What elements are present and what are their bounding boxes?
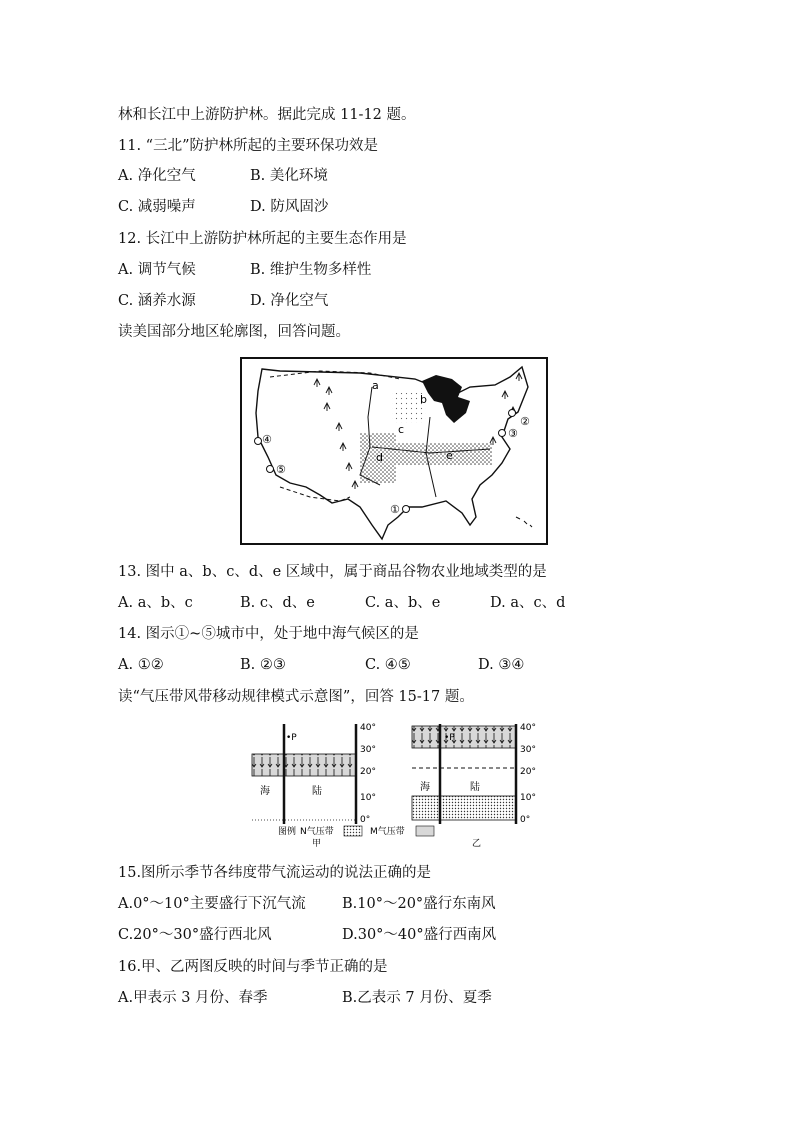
city-marker-1: [403, 506, 410, 513]
city-marker-3: [499, 430, 506, 437]
usa-map-figure: [240, 357, 548, 545]
legend-label: 图例: [278, 827, 297, 837]
city-label-1: ①: [390, 503, 400, 516]
caption-yi: 乙: [472, 839, 482, 848]
usa-map: [240, 357, 548, 545]
question-13-option-d[interactable]: D. a、c、d: [490, 595, 566, 611]
yi-sea-label: 海: [420, 782, 430, 793]
question-14-option-c[interactable]: C. ④⑤: [365, 657, 411, 673]
question-13-option-a[interactable]: A. a、b、c: [118, 595, 193, 611]
panel-yi: [412, 723, 536, 825]
question-12-option-c[interactable]: C. 涵养水源: [118, 293, 196, 309]
question-14-option-b[interactable]: B. ②③: [240, 657, 286, 673]
caption-jia: 甲: [312, 839, 322, 848]
city-marker-4: [255, 438, 262, 445]
jia-lat-40: 40°: [360, 723, 376, 733]
city-marker-2: [509, 410, 516, 417]
jia-land-label: 陆: [312, 786, 322, 797]
question-12-stem: 12. 长江中上游防护林所起的主要生态作用是: [118, 231, 407, 247]
question-11-option-a[interactable]: A. 净化空气: [118, 168, 196, 184]
question-13-option-b[interactable]: B. c、d、e: [240, 595, 315, 611]
intro-tail: 林和长江中上游防护林。据此完成 11-12 题。: [118, 107, 416, 123]
question-14-stem: 14. 图示①~⑤城市中，处于地中海气候区的是: [118, 626, 419, 642]
jia-sea-label: 海: [260, 786, 270, 797]
legend-m-swatch: [416, 826, 434, 836]
question-14-option-a[interactable]: A. ①②: [118, 657, 164, 673]
yi-lat-40: 40°: [520, 723, 536, 733]
city-label-4: ④: [262, 433, 272, 446]
yi-lat-30: 30°: [520, 745, 536, 755]
question-12-option-b[interactable]: B. 维护生物多样性: [250, 262, 372, 278]
belt-intro: 读“气压带风带移动规律模式示意图”，回答 15-17 题。: [118, 689, 474, 705]
question-15-option-c[interactable]: C.20°～30°盛行西北风: [118, 927, 272, 943]
belt-legend: [278, 825, 481, 848]
map-intro: 读美国部分地区轮廓图，回答问题。: [118, 324, 350, 340]
region-e-dots: [396, 443, 492, 465]
yi-land-label: 陆: [470, 782, 480, 793]
jia-lat-10: 10°: [360, 793, 376, 803]
region-label-b: b: [420, 393, 427, 406]
question-15-option-a[interactable]: A.0°～10°主要盛行下沉气流: [118, 896, 306, 912]
question-16-stem: 16.甲、乙两图反映的时间与季节正确的是: [118, 959, 388, 975]
yi-lat-0: 0°: [520, 815, 531, 825]
question-15-option-d[interactable]: D.30°～40°盛行西南风: [342, 927, 497, 943]
question-15-option-b[interactable]: B.10°～20°盛行东南风: [342, 896, 496, 912]
pressure-belt-figure: [250, 720, 550, 848]
question-11-stem: 11. “三北”防护林所起的主要环保功效是: [118, 138, 378, 154]
question-16-option-b[interactable]: B.乙表示 7 月份、夏季: [342, 990, 492, 1006]
city-label-2: ②: [520, 415, 530, 428]
yi-lat-10: 10°: [520, 793, 536, 803]
city-label-3: ③: [508, 427, 518, 440]
yi-point-p: •P: [444, 733, 455, 743]
panel-jia: [252, 723, 376, 825]
legend-n-swatch: [344, 826, 362, 836]
region-label-a: a: [372, 379, 379, 392]
jia-lat-30: 30°: [360, 745, 376, 755]
region-label-c: c: [398, 423, 405, 436]
yi-m-belt: [412, 726, 516, 748]
question-15-stem: 15.图所示季节各纬度带气流运动的说法正确的是: [118, 865, 432, 881]
question-16-option-a[interactable]: A.甲表示 3 月份、春季: [118, 990, 268, 1006]
question-11-option-d[interactable]: D. 防风固沙: [250, 199, 329, 215]
question-11-option-c[interactable]: C. 减弱噪声: [118, 199, 196, 215]
pressure-belt-diagram: [250, 720, 550, 848]
yi-n-belt: [412, 796, 516, 820]
region-label-e: e: [446, 449, 453, 462]
question-11-option-b[interactable]: B. 美化环境: [250, 168, 328, 184]
question-13-stem: 13. 图中 a、b、c、d、e 区域中，属于商品谷物农业地域类型的是: [118, 564, 547, 580]
question-14-option-d[interactable]: D. ③④: [478, 657, 525, 673]
jia-m-belt: [252, 754, 356, 776]
jia-lat-20: 20°: [360, 767, 376, 777]
question-12-option-a[interactable]: A. 调节气候: [118, 262, 196, 278]
city-label-5: ⑤: [276, 463, 286, 476]
jia-point-p: •P: [286, 733, 297, 743]
legend-n-label: N气压带: [300, 827, 334, 837]
question-12-option-d[interactable]: D. 净化空气: [250, 293, 329, 309]
question-13-option-c[interactable]: C. a、b、e: [365, 595, 441, 611]
yi-lat-20: 20°: [520, 767, 536, 777]
city-marker-5: [267, 466, 274, 473]
region-label-d: d: [376, 451, 383, 464]
jia-lat-0: 0°: [360, 815, 371, 825]
legend-m-label: M气压带: [370, 827, 405, 837]
